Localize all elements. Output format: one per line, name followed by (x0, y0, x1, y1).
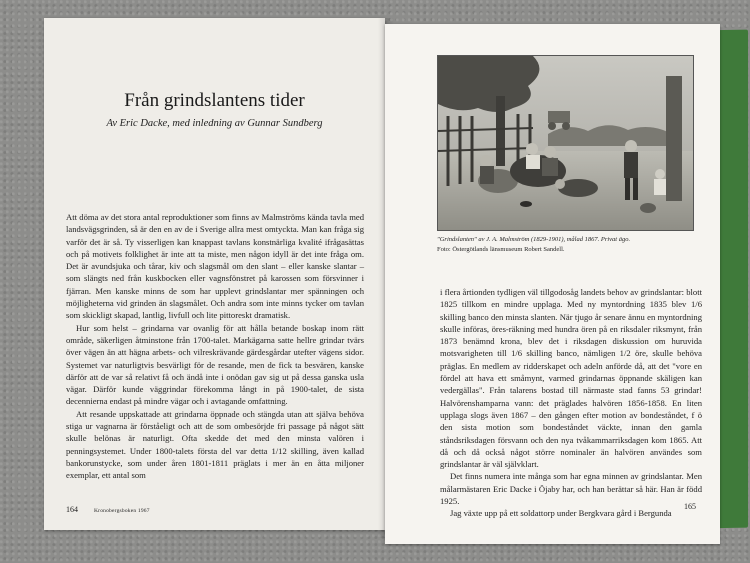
caption-title: "Grindslanten" av J. A. Malmström (1829-1901), målad 1867. Privat ägo. (437, 236, 631, 243)
paragraph: i flera årtionden tydligen väl tillgodosåg landets behov av grindslantar: blott 1825 tillkom en mindre upplaga. Med ny myntordning 1835 blev 1/6 skilling banco den minsta slanten. När tjugo år senare ännu en myntordning skulle införas, öres-räkning med hundra ören på en riksdaler riksmynt, från 1873 benämnd krona, blev det i riksdagen diskussion om huruvida motsvarigheten till 1/6 skilling banco, nämligen 1/2 öre, skulle behöva präglas. En medlem av ridderskapet och adeln anförde då, att det "vore en fördel att hava ett småmynt, varmed grindarnas öppnande skäligen kan vedergällas". Från talarens bostad till närmaste stad fanns 53 grindar! Halvörenshamparna vann: det präglades halvören 1856-1858. En liten upplaga slogs även 1867 – den gången efter motion av bondeståndet, f ö den sista motion som bondeståndet väckte, innan den gamla ståndsriksdagen försvann och den nya tvåkammarriksdagen kom 1865. Att då och då också något större nominaler än halvören användes som grindslantar är väl självklart. (440, 287, 702, 470)
painting-caption (437, 235, 697, 254)
caption-credit: Foto: Östergötlands länsmuseum Robert Sandell. (437, 245, 565, 253)
article-byline: Av Eric Dacke, med inledning av Gunnar Sundberg (106, 118, 323, 129)
page-number-right: 165 (684, 502, 696, 511)
paragraph: Att döma av det stora antal reproduktioner som finns av Malmströms kända tavla med landsvägsgrinden, så är den en av de i Sverige allra mest omtyckta. Man kan fråga sig varför det är så. Ty visserligen kan knappast tavlans konstnärliga kvalité ifrågasättas och på motivets folklighet är inte att ta miste, men någon idyll är det inte fråga om. Det är avundsjuka och tårar, kiv och slagsmål om den slant – eller kanske slantar – som slängts ned från kuskbocken eller vagnsfönstret på karossen som försvinner i fjärran. Men kanske minns de som har upplevt grindslantar mer spänningen och möjligheterna vid grinden än slagsmålet. Och andra som inte minns tycker om tavlan som skickligt skapad, lantlig, livfull och lite pittoreskt dramatisk. (66, 212, 364, 321)
right-page (385, 24, 720, 544)
paragraph: Hur som helst – grindarna var ovanlig för att hålla betande boskap inom rätt område, säkerligen åtminstone från 1700-talet. Markägarna satte hellre grindar tvärs över vägen än att hägna arbets- och vilreskrävande gärdesgårdar utefter vägens sidor. Systemet var naturligtvis besvärligt för de resande, men de fick ta besvären, kanske därför att de var så relativt få och ändå inte i onödan gav sig ut på dessa ganska usla vägar. Därför kunde väggrindar förekomma långt in på 1900-talet, de sista decennierna endast på mindre vägar och i avtagande omfattning. (66, 322, 364, 407)
article-title: Från grindslantens tider (124, 90, 305, 111)
left-page (44, 18, 385, 530)
paragraph: Jag växte upp på ett soldattorp under Bergkvara gård i Bergunda (450, 508, 672, 519)
paragraph: Det finns numera inte många som har egna minnen av grindslantar. Men målarmästaren Eric Dacke i Öjaby har, och han berättar så här. Han är född 1925. (440, 471, 702, 507)
paragraph: Att resande uppskattade att grindarna öppnade och stängda utan att själva behöva stiga ur vagnarna är förståeligt och att de som ombesörjde fri passage på något sätt skulle belönas är naturligt. Ofta skedde det med den minsta valören i penningsystemet. Under 1800-talets första del var detta 1/12 skilling, även kallad bankorunstycke, som under åren 1801-1811 präglats i mer än en åtta miljoner exemplar, ett antal som (66, 408, 364, 481)
page-number-left: 164 (66, 505, 78, 514)
left-body-text (66, 211, 364, 482)
painting-illustration (437, 55, 694, 231)
left-footer (66, 505, 150, 514)
right-body-text (440, 286, 702, 520)
publication-name: Kronobergsboken 1967 (94, 508, 150, 514)
